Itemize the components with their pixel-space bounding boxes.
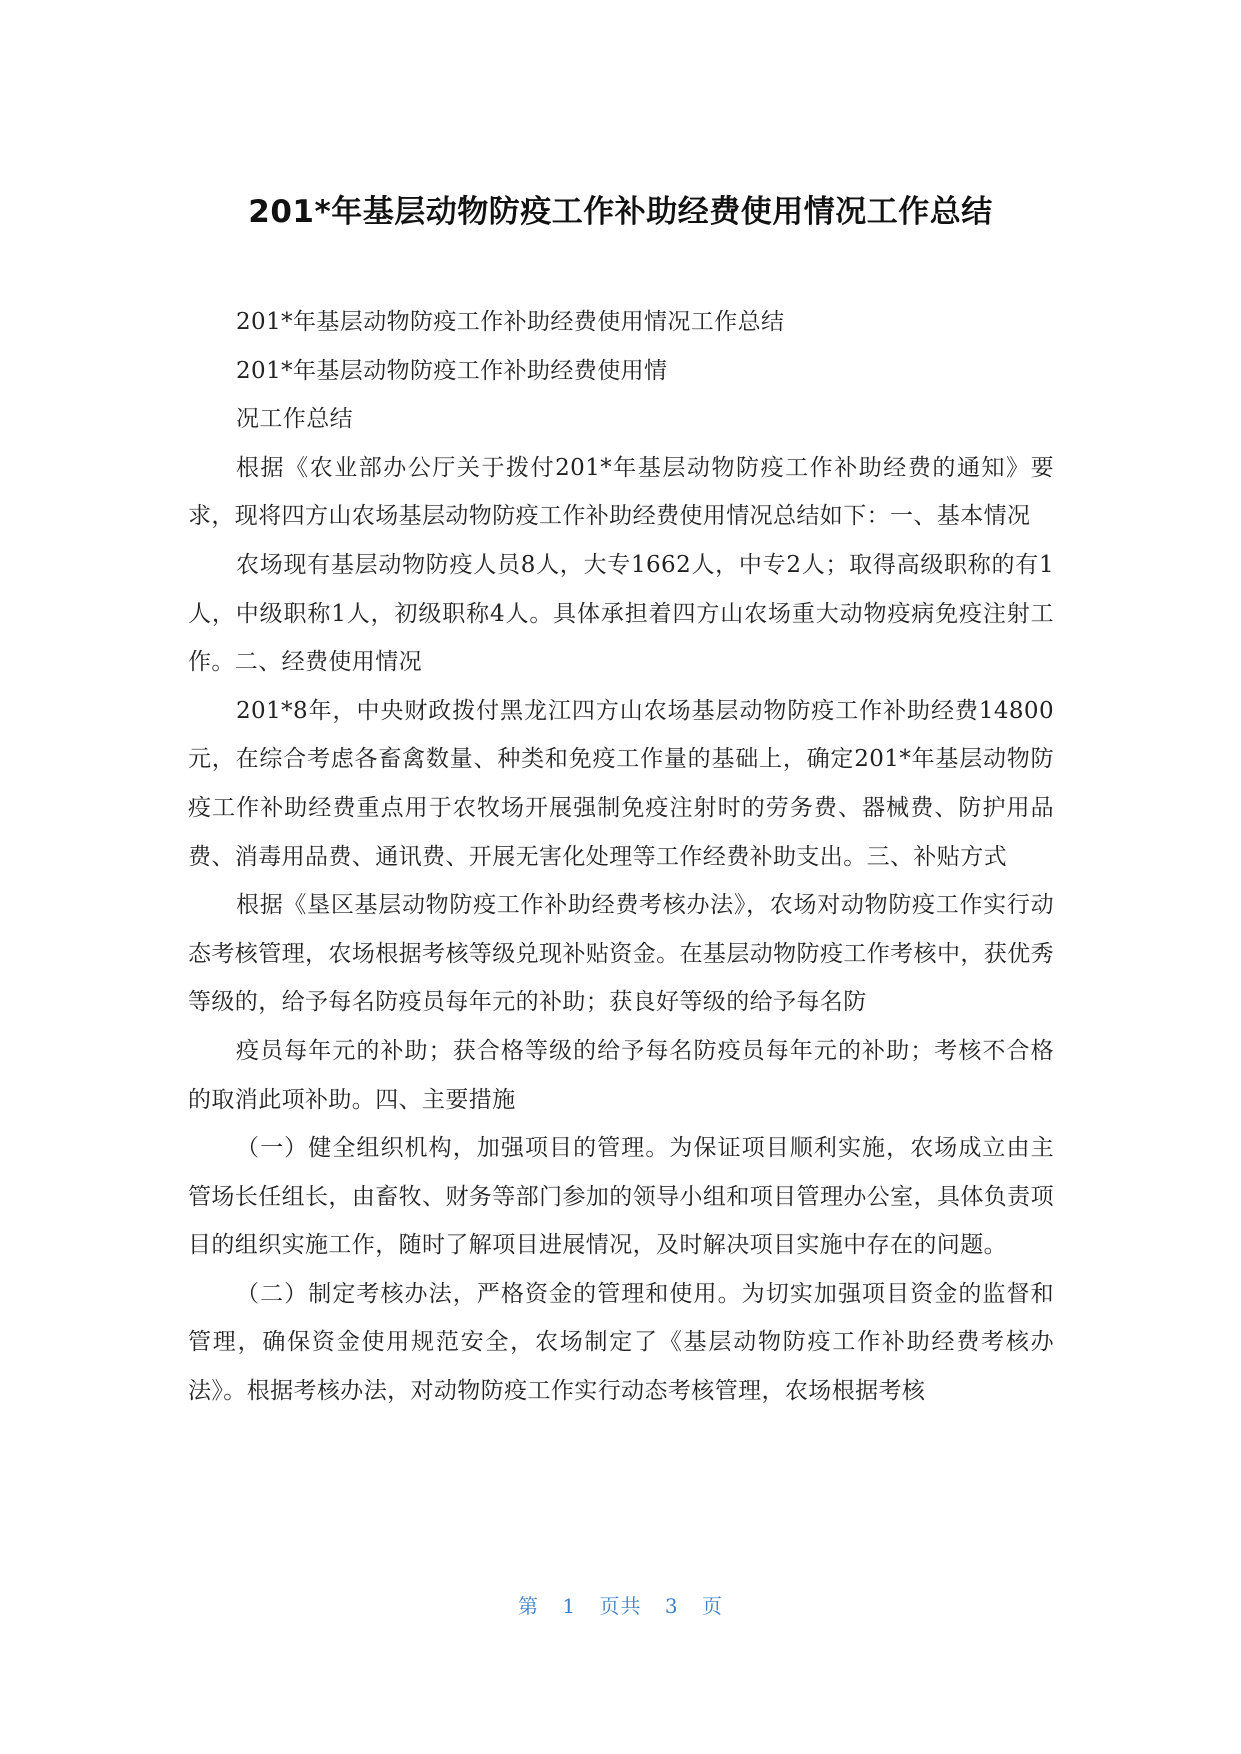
paragraph: 疫员每年元的补助；获合格等级的给予每名防疫员每年元的补助；考核不合格的取消此项补助。四、主要措施 (188, 1037, 1054, 1113)
paragraph: 201*年基层动物防疫工作补助经费使用情况工作总结 (236, 309, 785, 335)
footer-middle: 页共 (599, 1594, 642, 1618)
paragraph: 农场现有基层动物防疫人员8人，大专1662人，中专2人；取得高级职称的有1人，中级职称1人，初级职称4人。具体承担着四方山农场重大动物疫病免疫注射工作。二、经费使用情况 (188, 551, 1054, 676)
paragraph: 201*8年，中央财政拨付黑龙江四方山农场基层动物防疫工作补助经费14800元，在综合考虑各畜禽数量、种类和免疫工作量的基础上，确定201*年基层动物防疫工作补助经费重点用于农牧场开展强制免疫注射时的劳务费、器械费、防护用品费、消毒用品费、通讯费、开展无害化处理等工作经费补助支出。三、补贴方式 (188, 697, 1054, 870)
page-footer (0, 1590, 1241, 1619)
paragraph: （一）健全组织机构，加强项目的管理。为保证项目顺利实施，农场成立由主管场长任组长，由畜牧、财务等部门参加的领导小组和项目管理办公室，具体负责项目的组织实施工作，随时了解项目进展情况，及时解决项目实施中存在的问题。 (188, 1135, 1054, 1259)
paragraph: 根据《垦区基层动物防疫工作补助经费考核办法》，农场对动物防疫工作实行动态考核管理，农场根据考核等级兑现补贴资金。在基层动物防疫工作考核中，获优秀等级的，给予每名防疫员每年元的补助；获良好等级的给予每名防 (188, 892, 1054, 1016)
document-body (188, 298, 1054, 1416)
paragraph: 201*年基层动物防疫工作补助经费使用情 (236, 357, 668, 384)
footer-page-number: 1 (562, 1594, 577, 1618)
paragraph: 况工作总结 (236, 406, 353, 433)
paragraph: （二）制定考核办法，严格资金的管理和使用。为切实加强项目资金的监督和管理，确保资金使用规范安全，农场制定了《基层动物防疫工作补助经费考核办法》。根据考核办法，对动物防疫工作实行动态考核管理，农场根据考核 (188, 1280, 1054, 1405)
footer-suffix: 页 (701, 1594, 723, 1618)
footer-total-pages: 3 (664, 1594, 679, 1618)
footer-prefix: 第 (518, 1594, 540, 1618)
paragraph: 根据《农业部办公厅关于拨付201*年基层动物防疫工作补助经费的通知》要求，现将四方山农场基层动物防疫工作补助经费使用情况总结如下：一、基本情况 (188, 454, 1054, 530)
page-title: 201*年基层动物防疫工作补助经费使用情况工作总结 (248, 194, 993, 230)
